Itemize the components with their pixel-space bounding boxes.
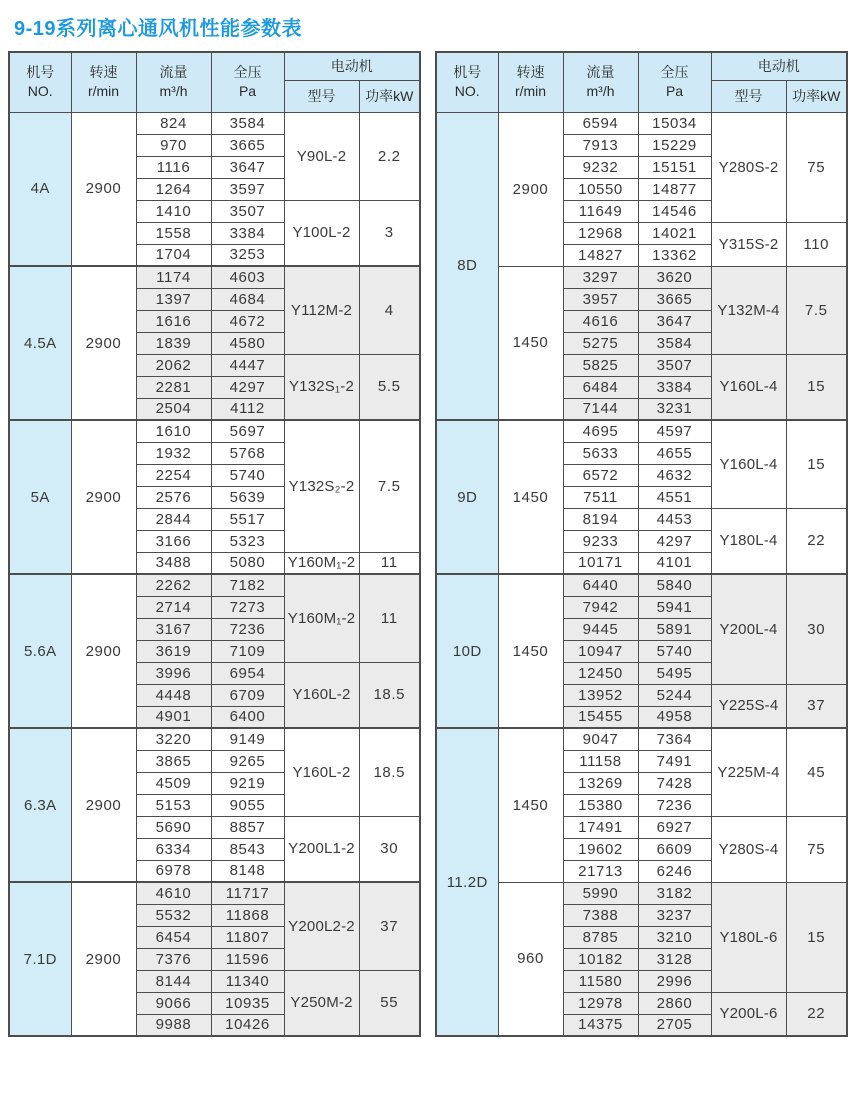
pressure-cell: 3584 xyxy=(211,112,284,134)
header-speed xyxy=(498,52,563,112)
pressure-cell: 5639 xyxy=(211,486,284,508)
table-row xyxy=(9,112,420,134)
model-no-cell: 7.1D xyxy=(9,882,71,1036)
pressure-cell: 6609 xyxy=(638,838,711,860)
model-no-cell: 4A xyxy=(9,112,71,266)
header-speed xyxy=(71,52,136,112)
flow-cell: 10171 xyxy=(563,552,638,574)
flow-cell: 5990 xyxy=(563,882,638,904)
header-pressure xyxy=(211,52,284,112)
pressure-cell: 3647 xyxy=(211,156,284,178)
header-pressure-line1: 全压 xyxy=(660,64,689,81)
flow-cell: 13952 xyxy=(563,684,638,706)
header-model-no-line2: NO. xyxy=(27,83,53,100)
motor-power-cell: 15 xyxy=(786,420,847,508)
flow-cell: 7942 xyxy=(563,596,638,618)
motor-power-cell: 3 xyxy=(359,200,420,266)
pressure-cell: 6400 xyxy=(211,706,284,728)
flow-cell: 9047 xyxy=(563,728,638,750)
motor-power-cell: 30 xyxy=(786,574,847,684)
motor-power-cell: 22 xyxy=(786,992,847,1036)
pressure-cell: 11868 xyxy=(211,904,284,926)
flow-cell: 3166 xyxy=(136,530,211,552)
speed-cell: 1450 xyxy=(498,728,563,882)
header-speed-line2: r/min xyxy=(87,83,120,100)
pressure-cell: 3665 xyxy=(211,134,284,156)
flow-cell: 3957 xyxy=(563,288,638,310)
flow-cell: 1616 xyxy=(136,310,211,332)
pressure-cell: 11340 xyxy=(211,970,284,992)
flow-cell: 2254 xyxy=(136,464,211,486)
header-flow-line2: m³/h xyxy=(586,83,615,100)
pressure-cell: 5697 xyxy=(211,420,284,442)
pressure-cell: 10935 xyxy=(211,992,284,1014)
flow-cell: 8785 xyxy=(563,926,638,948)
flow-cell: 12968 xyxy=(563,222,638,244)
flow-cell: 10947 xyxy=(563,640,638,662)
speed-cell: 960 xyxy=(498,882,563,1036)
flow-cell: 1558 xyxy=(136,222,211,244)
pressure-cell: 3584 xyxy=(638,332,711,354)
pressure-cell: 4453 xyxy=(638,508,711,530)
pressure-cell: 3384 xyxy=(211,222,284,244)
pressure-cell: 2705 xyxy=(638,1014,711,1036)
pressure-cell: 4112 xyxy=(211,398,284,420)
motor-power-cell: 18.5 xyxy=(359,662,420,728)
pressure-cell: 4551 xyxy=(638,486,711,508)
flow-cell: 10182 xyxy=(563,948,638,970)
header-pressure-line1: 全压 xyxy=(233,64,262,81)
header-flow xyxy=(136,52,211,112)
flow-cell: 3220 xyxy=(136,728,211,750)
pressure-cell: 5891 xyxy=(638,618,711,640)
pressure-cell: 5244 xyxy=(638,684,711,706)
flow-cell: 1610 xyxy=(136,420,211,442)
pressure-cell: 7364 xyxy=(638,728,711,750)
flow-cell: 11580 xyxy=(563,970,638,992)
pressure-cell: 7182 xyxy=(211,574,284,596)
flow-cell: 5532 xyxy=(136,904,211,926)
table-row xyxy=(436,882,847,904)
flow-cell: 2281 xyxy=(136,376,211,398)
flow-cell: 2062 xyxy=(136,354,211,376)
flow-cell: 6484 xyxy=(563,376,638,398)
motor-model-cell: Y160L-4 xyxy=(711,354,786,420)
motor-model-cell: Y160M₁-2 xyxy=(284,574,359,662)
flow-cell: 6572 xyxy=(563,464,638,486)
model-no-cell: 4.5A xyxy=(9,266,71,420)
pressure-cell: 6954 xyxy=(211,662,284,684)
flow-cell: 1116 xyxy=(136,156,211,178)
pressure-cell: 7273 xyxy=(211,596,284,618)
flow-cell: 11158 xyxy=(563,750,638,772)
flow-cell: 12978 xyxy=(563,992,638,1014)
flow-cell: 8194 xyxy=(563,508,638,530)
speed-cell: 1450 xyxy=(498,266,563,420)
motor-model-cell: Y250M-2 xyxy=(284,970,359,1036)
motor-model-cell: Y160L-2 xyxy=(284,662,359,728)
header-speed-line1: 转速 xyxy=(516,64,545,81)
motor-power-cell: 37 xyxy=(786,684,847,728)
pressure-cell: 9219 xyxy=(211,772,284,794)
motor-model-cell: Y280S-2 xyxy=(711,112,786,222)
header-motor: 电动机 xyxy=(284,52,420,80)
flow-cell: 5633 xyxy=(563,442,638,464)
motor-model-cell: Y200L-4 xyxy=(711,574,786,684)
flow-cell: 7388 xyxy=(563,904,638,926)
flow-cell: 7913 xyxy=(563,134,638,156)
motor-power-cell: 22 xyxy=(786,508,847,574)
header-speed-line1: 转速 xyxy=(89,64,118,81)
pressure-cell: 14021 xyxy=(638,222,711,244)
pressure-cell: 9149 xyxy=(211,728,284,750)
motor-power-cell: 7.5 xyxy=(359,420,420,552)
model-no-cell: 6.3A xyxy=(9,728,71,882)
pressure-cell: 14877 xyxy=(638,178,711,200)
flow-cell: 3488 xyxy=(136,552,211,574)
motor-power-cell: 45 xyxy=(786,728,847,816)
motor-model-cell: Y160L-4 xyxy=(711,420,786,508)
flow-cell: 9232 xyxy=(563,156,638,178)
flow-cell: 2504 xyxy=(136,398,211,420)
flow-cell: 4509 xyxy=(136,772,211,794)
header-pressure-line2: Pa xyxy=(238,83,257,100)
speed-cell: 2900 xyxy=(71,420,136,574)
header-model-no xyxy=(436,52,498,112)
model-no-cell: 5A xyxy=(9,420,71,574)
pressure-cell: 3231 xyxy=(638,398,711,420)
motor-power-cell: 55 xyxy=(359,970,420,1036)
flow-cell: 2844 xyxy=(136,508,211,530)
pressure-cell: 4672 xyxy=(211,310,284,332)
pressure-cell: 15151 xyxy=(638,156,711,178)
flow-cell: 5825 xyxy=(563,354,638,376)
motor-model-cell: Y132S₂-2 xyxy=(284,420,359,552)
pressure-cell: 4580 xyxy=(211,332,284,354)
header-flow xyxy=(563,52,638,112)
flow-cell: 13269 xyxy=(563,772,638,794)
pressure-cell: 6246 xyxy=(638,860,711,882)
pressure-cell: 4297 xyxy=(638,530,711,552)
flow-cell: 14827 xyxy=(563,244,638,266)
pressure-cell: 7236 xyxy=(211,618,284,640)
flow-cell: 3996 xyxy=(136,662,211,684)
flow-cell: 6594 xyxy=(563,112,638,134)
motor-power-cell: 30 xyxy=(359,816,420,882)
flow-cell: 15380 xyxy=(563,794,638,816)
pressure-cell: 3384 xyxy=(638,376,711,398)
pressure-cell: 5740 xyxy=(638,640,711,662)
table-row xyxy=(436,420,847,442)
flow-cell: 5275 xyxy=(563,332,638,354)
pressure-cell: 11807 xyxy=(211,926,284,948)
flow-cell: 3619 xyxy=(136,640,211,662)
pressure-cell: 5495 xyxy=(638,662,711,684)
pressure-cell: 6709 xyxy=(211,684,284,706)
flow-cell: 4695 xyxy=(563,420,638,442)
model-no-cell: 8D xyxy=(436,112,498,420)
flow-cell: 5153 xyxy=(136,794,211,816)
flow-cell: 6440 xyxy=(563,574,638,596)
speed-cell: 2900 xyxy=(71,266,136,420)
pressure-cell: 7428 xyxy=(638,772,711,794)
pressure-cell: 10426 xyxy=(211,1014,284,1036)
speed-cell: 2900 xyxy=(71,112,136,266)
pressure-cell: 5768 xyxy=(211,442,284,464)
table-header xyxy=(9,52,420,112)
pressure-cell: 4632 xyxy=(638,464,711,486)
flow-cell: 1932 xyxy=(136,442,211,464)
header-pressure xyxy=(638,52,711,112)
flow-cell: 21713 xyxy=(563,860,638,882)
pressure-cell: 3620 xyxy=(638,266,711,288)
flow-cell: 9066 xyxy=(136,992,211,1014)
flow-cell: 10550 xyxy=(563,178,638,200)
pressure-cell: 4101 xyxy=(638,552,711,574)
motor-power-cell: 5.5 xyxy=(359,354,420,420)
flow-cell: 3865 xyxy=(136,750,211,772)
speed-cell: 2900 xyxy=(71,574,136,728)
flow-cell: 15455 xyxy=(563,706,638,728)
header-motor: 电动机 xyxy=(711,52,847,80)
motor-power-cell: 11 xyxy=(359,552,420,574)
pressure-cell: 4684 xyxy=(211,288,284,310)
motor-power-cell: 11 xyxy=(359,574,420,662)
header-flow-line1: 流量 xyxy=(159,64,188,81)
pressure-cell: 11596 xyxy=(211,948,284,970)
pressure-cell: 3507 xyxy=(638,354,711,376)
model-no-cell: 9D xyxy=(436,420,498,574)
flow-cell: 12450 xyxy=(563,662,638,684)
flow-cell: 9233 xyxy=(563,530,638,552)
motor-power-cell: 18.5 xyxy=(359,728,420,816)
motor-model-cell: Y100L-2 xyxy=(284,200,359,266)
table-row xyxy=(436,728,847,750)
flow-cell: 6454 xyxy=(136,926,211,948)
flow-cell: 2714 xyxy=(136,596,211,618)
motor-power-cell: 2.2 xyxy=(359,112,420,200)
pressure-cell: 5941 xyxy=(638,596,711,618)
flow-cell: 7144 xyxy=(563,398,638,420)
motor-model-cell: Y225S-4 xyxy=(711,684,786,728)
flow-cell: 2576 xyxy=(136,486,211,508)
pressure-cell: 6927 xyxy=(638,816,711,838)
pressure-cell: 3647 xyxy=(638,310,711,332)
motor-model-cell: Y132M-4 xyxy=(711,266,786,354)
pressure-cell: 3597 xyxy=(211,178,284,200)
table-row xyxy=(9,266,420,288)
motor-model-cell: Y112M-2 xyxy=(284,266,359,354)
flow-cell: 6978 xyxy=(136,860,211,882)
motor-model-cell: Y280S-4 xyxy=(711,816,786,882)
motor-model-cell: Y180L-6 xyxy=(711,882,786,992)
flow-cell: 970 xyxy=(136,134,211,156)
flow-cell: 5690 xyxy=(136,816,211,838)
table-row xyxy=(9,420,420,442)
pressure-cell: 4655 xyxy=(638,442,711,464)
motor-power-cell: 15 xyxy=(786,882,847,992)
pressure-cell: 5840 xyxy=(638,574,711,596)
header-model-no-line1: 机号 xyxy=(26,64,55,81)
speed-cell: 2900 xyxy=(71,728,136,882)
pressure-cell: 3210 xyxy=(638,926,711,948)
flow-cell: 4448 xyxy=(136,684,211,706)
pressure-cell: 11717 xyxy=(211,882,284,904)
motor-power-cell: 75 xyxy=(786,816,847,882)
tables-container xyxy=(0,51,850,1037)
flow-cell: 1704 xyxy=(136,244,211,266)
pressure-cell: 4603 xyxy=(211,266,284,288)
pressure-cell: 8543 xyxy=(211,838,284,860)
pressure-cell: 9265 xyxy=(211,750,284,772)
flow-cell: 1397 xyxy=(136,288,211,310)
flow-cell: 9445 xyxy=(563,618,638,640)
header-model-no xyxy=(9,52,71,112)
pressure-cell: 7109 xyxy=(211,640,284,662)
pressure-cell: 7491 xyxy=(638,750,711,772)
header-motor-power: 功率kW xyxy=(786,80,847,112)
flow-cell: 3297 xyxy=(563,266,638,288)
flow-cell: 1410 xyxy=(136,200,211,222)
page-title: 9-19系列离心通风机性能参数表 xyxy=(14,18,303,40)
flow-cell: 7511 xyxy=(563,486,638,508)
pressure-cell: 2860 xyxy=(638,992,711,1014)
motor-power-cell: 4 xyxy=(359,266,420,354)
speed-cell: 1450 xyxy=(498,420,563,574)
pressure-cell: 3507 xyxy=(211,200,284,222)
pressure-cell: 4447 xyxy=(211,354,284,376)
table-row xyxy=(436,574,847,596)
table-row xyxy=(436,266,847,288)
pressure-cell: 14546 xyxy=(638,200,711,222)
spec-table-left xyxy=(8,51,421,1037)
flow-cell: 8144 xyxy=(136,970,211,992)
flow-cell: 19602 xyxy=(563,838,638,860)
pressure-cell: 9055 xyxy=(211,794,284,816)
flow-cell: 824 xyxy=(136,112,211,134)
flow-cell: 1264 xyxy=(136,178,211,200)
table-row xyxy=(9,574,420,596)
table-row xyxy=(436,112,847,134)
flow-cell: 7376 xyxy=(136,948,211,970)
motor-power-cell: 75 xyxy=(786,112,847,222)
pressure-cell: 15034 xyxy=(638,112,711,134)
spec-table-right xyxy=(435,51,848,1037)
pressure-cell: 3182 xyxy=(638,882,711,904)
flow-cell: 4610 xyxy=(136,882,211,904)
speed-cell: 2900 xyxy=(71,882,136,1036)
model-no-cell: 11.2D xyxy=(436,728,498,1036)
pressure-cell: 4597 xyxy=(638,420,711,442)
pressure-cell: 3665 xyxy=(638,288,711,310)
motor-model-cell: Y315S-2 xyxy=(711,222,786,266)
motor-power-cell: 15 xyxy=(786,354,847,420)
flow-cell: 1839 xyxy=(136,332,211,354)
header-motor-model: 型号 xyxy=(711,80,786,112)
pressure-cell: 5740 xyxy=(211,464,284,486)
pressure-cell: 8148 xyxy=(211,860,284,882)
speed-cell: 2900 xyxy=(498,112,563,266)
motor-model-cell: Y200L2-2 xyxy=(284,882,359,970)
motor-model-cell: Y160M₁-2 xyxy=(284,552,359,574)
table-row xyxy=(9,728,420,750)
pressure-cell: 15229 xyxy=(638,134,711,156)
flow-cell: 4901 xyxy=(136,706,211,728)
table-row xyxy=(9,882,420,904)
header-motor-model: 型号 xyxy=(284,80,359,112)
header-motor-power: 功率kW xyxy=(359,80,420,112)
flow-cell: 9988 xyxy=(136,1014,211,1036)
model-no-cell: 10D xyxy=(436,574,498,728)
motor-power-cell: 110 xyxy=(786,222,847,266)
motor-model-cell: Y132S₁-2 xyxy=(284,354,359,420)
header-pressure-line2: Pa xyxy=(665,83,684,100)
pressure-cell: 5080 xyxy=(211,552,284,574)
pressure-cell: 3128 xyxy=(638,948,711,970)
header-model-no-line2: NO. xyxy=(454,83,480,100)
model-no-cell: 5.6A xyxy=(9,574,71,728)
flow-cell: 1174 xyxy=(136,266,211,288)
flow-cell: 2262 xyxy=(136,574,211,596)
motor-model-cell: Y200L1-2 xyxy=(284,816,359,882)
pressure-cell: 3237 xyxy=(638,904,711,926)
flow-cell: 4616 xyxy=(563,310,638,332)
flow-cell: 14375 xyxy=(563,1014,638,1036)
motor-power-cell: 37 xyxy=(359,882,420,970)
flow-cell: 17491 xyxy=(563,816,638,838)
pressure-cell: 2996 xyxy=(638,970,711,992)
header-model-no-line1: 机号 xyxy=(453,64,482,81)
page xyxy=(0,12,850,1037)
motor-power-cell: 7.5 xyxy=(786,266,847,354)
header-speed-line2: r/min xyxy=(514,83,547,100)
motor-model-cell: Y225M-4 xyxy=(711,728,786,816)
flow-cell: 11649 xyxy=(563,200,638,222)
header-flow-line1: 流量 xyxy=(586,64,615,81)
pressure-cell: 3253 xyxy=(211,244,284,266)
pressure-cell: 4297 xyxy=(211,376,284,398)
flow-cell: 3167 xyxy=(136,618,211,640)
flow-cell: 6334 xyxy=(136,838,211,860)
pressure-cell: 7236 xyxy=(638,794,711,816)
pressure-cell: 13362 xyxy=(638,244,711,266)
pressure-cell: 4958 xyxy=(638,706,711,728)
motor-model-cell: Y160L-2 xyxy=(284,728,359,816)
pressure-cell: 5323 xyxy=(211,530,284,552)
pressure-cell: 5517 xyxy=(211,508,284,530)
table-header xyxy=(436,52,847,112)
motor-model-cell: Y200L-6 xyxy=(711,992,786,1036)
header-flow-line2: m³/h xyxy=(159,83,188,100)
speed-cell: 1450 xyxy=(498,574,563,728)
pressure-cell: 8857 xyxy=(211,816,284,838)
motor-model-cell: Y90L-2 xyxy=(284,112,359,200)
motor-model-cell: Y180L-4 xyxy=(711,508,786,574)
